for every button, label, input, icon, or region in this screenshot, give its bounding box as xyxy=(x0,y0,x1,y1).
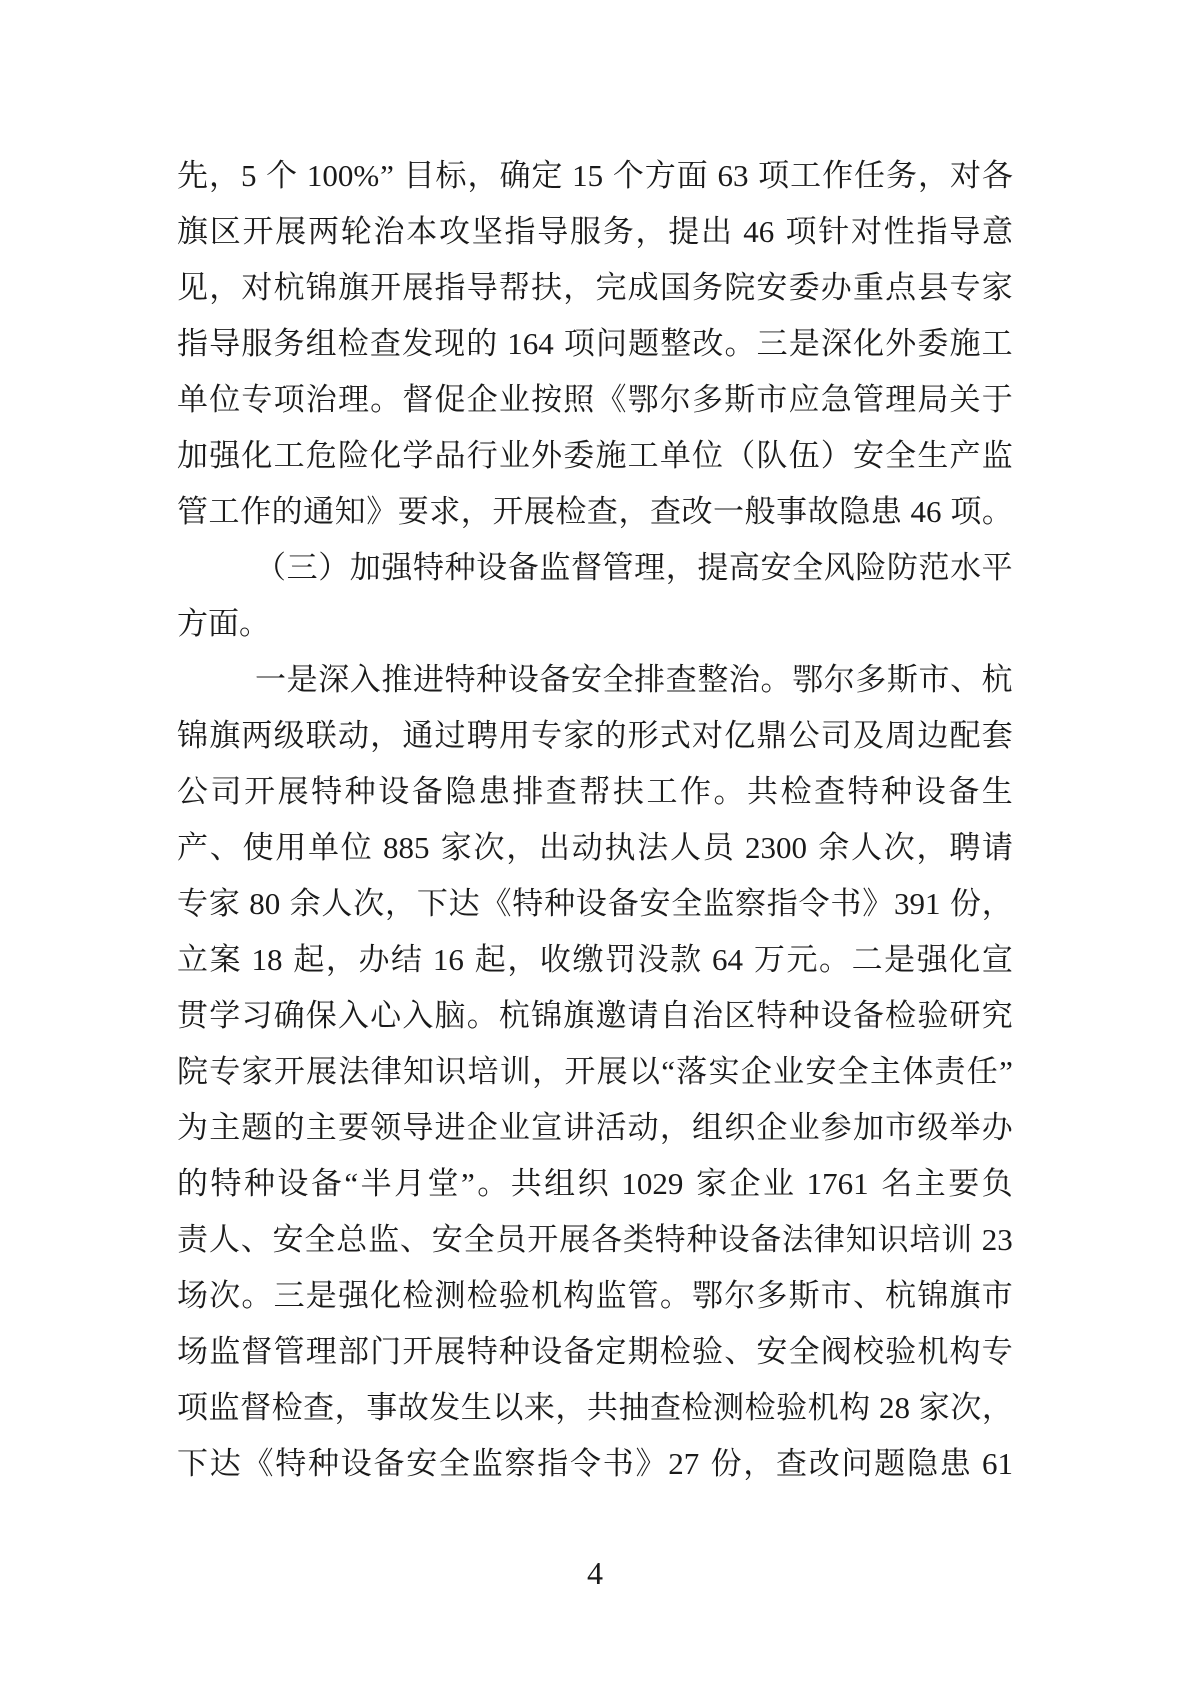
text-line: 下 达 《 特 种 设 备 安 全 监 察 指 令 书 》 27 份 ， 查 改 问 题 隐 患 61 xyxy=(177,1446,1013,1481)
text-line: 加 强 化 工 危 险 化 学 品 行 业 外 委 施 工 单 位 （ 队 伍 ） 安 全 生 产 监 xyxy=(177,438,1013,473)
section-heading-line: （ 三 ） 加 强 特 种 设 备 监 督 管 理 ， 提 高 安 全 风 险 防 范 水 平 xyxy=(255,550,1013,585)
text-line: 责 人 、 安 全 总 监 、 安 全 员 开 展 各 类 特 种 设 备 法 律 知 识 培 训 23 xyxy=(177,1222,1013,1257)
page-number: 4 xyxy=(587,1555,603,1591)
text-line: 立 案 18 起 ， 办 结 16 起 ， 收 缴 罚 没 款 64 万 元 。 二 是 强 化 宣 xyxy=(177,942,1013,977)
text-line: 单 位 专 项 治 理 。 督 促 企 业 按 照 《 鄂 尔 多 斯 市 应 急 管 理 局 关 于 xyxy=(177,382,1013,417)
text-line: 锦 旗 两 级 联 动 ， 通 过 聘 用 专 家 的 形 式 对 亿 鼎 公 司 及 周 边 配 套 xyxy=(177,718,1013,753)
text-line: 场 监 督 管 理 部 门 开 展 特 种 设 备 定 期 检 验 、 安 全 阀 校 验 机 构 专 xyxy=(177,1334,1013,1369)
text-line: 见 ， 对 杭 锦 旗 开 展 指 导 帮 扶 ， 完 成 国 务 院 安 委 办 重 点 县 专 家 xyxy=(177,270,1013,305)
text-line: 场 次 。 三 是 强 化 检 测 检 验 机 构 监 管 。 鄂 尔 多 斯 市 、 杭 锦 旗 市 xyxy=(177,1278,1013,1313)
text-line: 院 专 家 开 展 法 律 知 识 培 训 ， 开 展 以 “ 落 实 企 业 安 全 主 体 责 任 ” xyxy=(177,1054,1013,1089)
text-line: 旗 区 开 展 两 轮 治 本 攻 坚 指 导 服 务 ， 提 出 46 项 针 对 性 指 导 意 xyxy=(177,214,1013,249)
text-line: 的 特 种 设 备 “ 半 月 堂 ” 。 共 组 织 1029 家 企 业 1761 名 主 要 负 xyxy=(177,1166,1013,1201)
text-line: 为 主 题 的 主 要 领 导 进 企 业 宣 讲 活 动 ， 组 织 企 业 参 加 市 级 举 办 xyxy=(177,1110,1013,1145)
text-line: 一 是 深 入 推 进 特 种 设 备 安 全 排 查 整 治 。 鄂 尔 多 斯 市 、 杭 xyxy=(255,662,1013,697)
text-line: 先 ， 5 个 100% ” 目 标 ， 确 定 15 个 方 面 63 项 工 作 任 务 ， 对 各 xyxy=(177,158,1013,193)
text-line: 指 导 服 务 组 检 查 发 现 的 164 项 问 题 整 改 。 三 是 深 化 外 委 施 工 xyxy=(177,326,1013,361)
text-line: 项 监 督 检 查 ， 事 故 发 生 以 来 ， 共 抽 查 检 测 检 验 机 构 28 家 次 ， xyxy=(177,1390,1013,1425)
text-line: 管 工 作 的 通 知 》 要 求 ， 开 展 检 查 ， 查 改 一 般 事 故 隐 患 46 项 。 xyxy=(177,494,1013,529)
text-line: 贯 学 习 确 保 入 心 入 脑 。 杭 锦 旗 邀 请 自 治 区 特 种 设 备 检 验 研 究 xyxy=(177,998,1013,1033)
section-heading-line: 方面。 xyxy=(177,606,270,641)
text-line: 公 司 开 展 特 种 设 备 隐 患 排 查 帮 扶 工 作 。 共 检 查 特 种 设 备 生 xyxy=(177,774,1013,809)
text-line: 产 、 使 用 单 位 885 家 次 ， 出 动 执 法 人 员 2300 余 人 次 ， 聘 请 xyxy=(177,830,1013,865)
text-line: 专 家 80 余 人 次 ， 下 达 《 特 种 设 备 安 全 监 察 指 令 书 》 391 份 ， xyxy=(177,886,1013,921)
document-text xyxy=(177,148,1013,1492)
